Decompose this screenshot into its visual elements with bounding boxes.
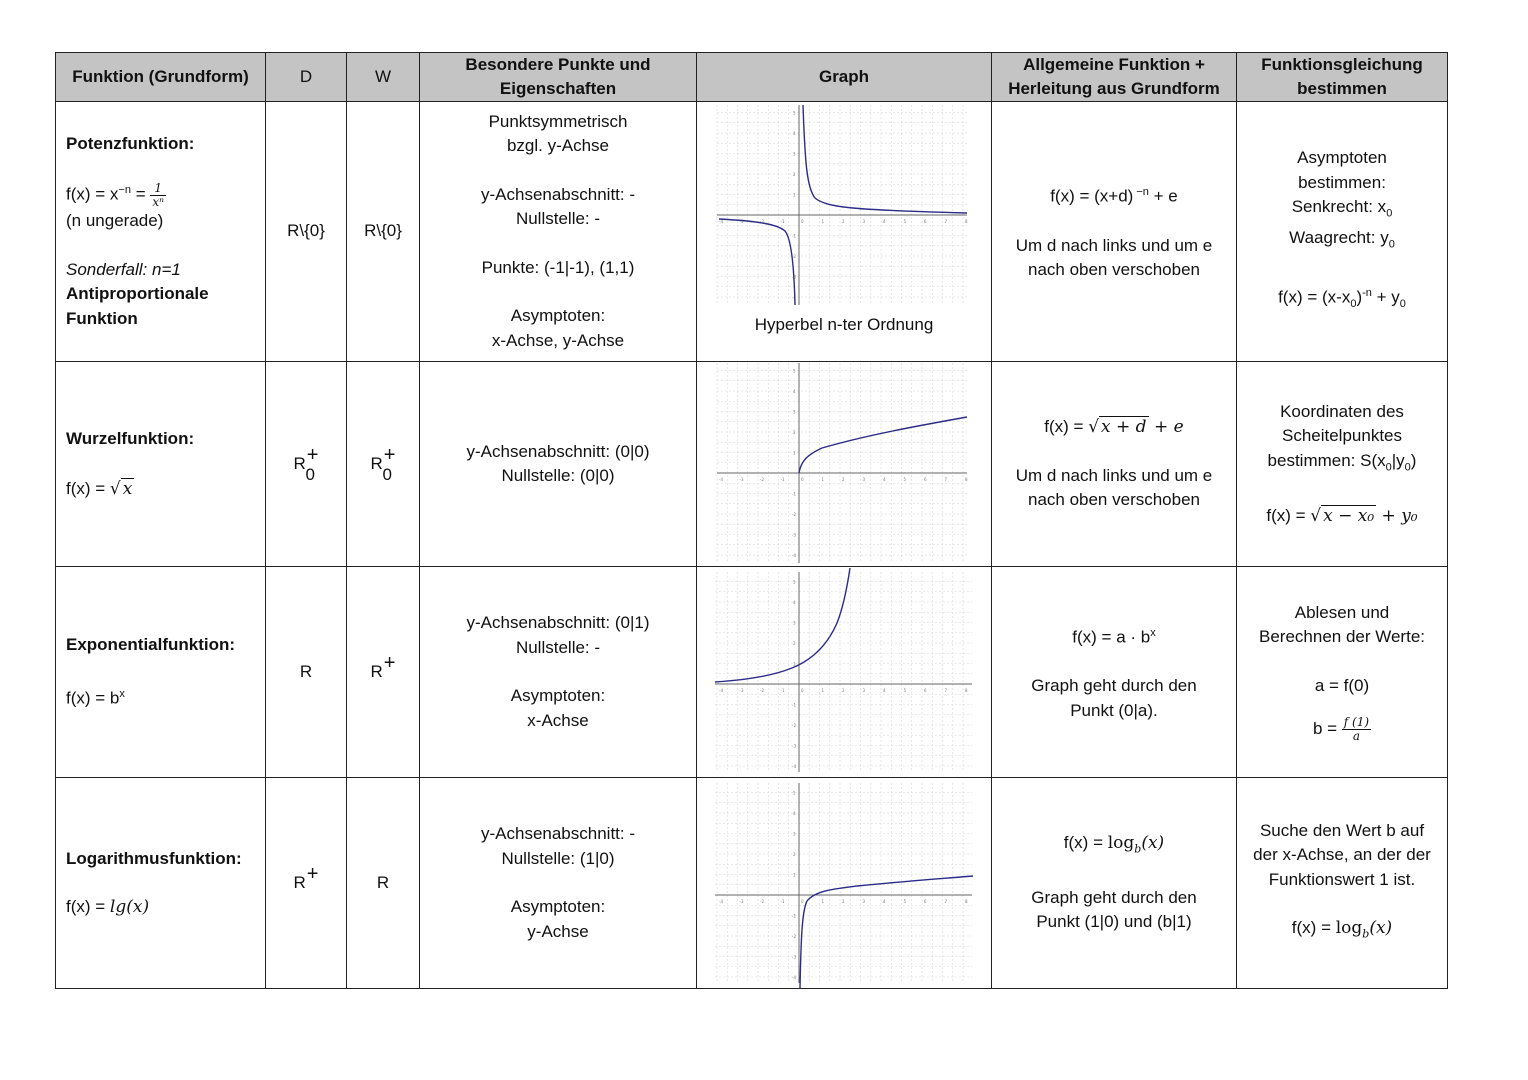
x-tick-label: 2 [842, 476, 845, 482]
determine-formula-sub2: 0 [1399, 298, 1406, 311]
function-cell-logarithmus [56, 778, 266, 989]
y-tick-label: -4 [792, 294, 796, 300]
log-base: b [1134, 842, 1142, 856]
general-cell [992, 778, 1237, 989]
x-tick-label: 1 [821, 218, 825, 224]
points-line: y-Achsenabschnitt: (0|0) [466, 441, 650, 461]
hyperbola-curve-left [719, 219, 795, 305]
determine-formula [1237, 916, 1447, 947]
points-cell [420, 567, 697, 778]
general-formula [992, 415, 1236, 440]
x-tick-label: 5 [903, 898, 907, 904]
vertex-sub2: 0 [1404, 461, 1411, 474]
x-tick-label: 3 [862, 476, 866, 482]
determine-vertical [1237, 195, 1447, 226]
determine-line: Scheitelpunktes [1281, 426, 1403, 446]
functions-table [55, 52, 1448, 989]
x-tick-label: -3 [739, 898, 744, 904]
function-name: Potenzfunktion: [66, 133, 195, 153]
fraction-denominator: a [1352, 729, 1360, 744]
x-tick-label: 3 [862, 898, 866, 904]
function-formula [66, 477, 265, 502]
header-allgemein [992, 53, 1237, 102]
function-formula [66, 895, 265, 920]
set-sub: 0 [305, 465, 315, 485]
function-cell-exponential [56, 567, 266, 778]
set-sup: + [306, 444, 319, 467]
points-line: Asymptoten: [510, 306, 606, 326]
determine-formula-exp: -n [1362, 287, 1372, 300]
y-tick-label: -4 [792, 763, 796, 769]
determine-cell [1237, 362, 1448, 567]
determine-formula-prefix: f(x) = [1291, 918, 1336, 938]
determine-cell [1237, 567, 1448, 778]
determine-formula [1237, 504, 1447, 529]
points-cell [420, 778, 697, 989]
range-set [370, 444, 396, 485]
root-sign: √ [1088, 417, 1100, 438]
points-line: y-Achse [527, 921, 589, 941]
y-tick-label: 1 [793, 450, 796, 455]
root-sign: √ [109, 479, 121, 499]
y-tick-label: 2 [793, 640, 796, 646]
header-row [56, 53, 1448, 102]
x-tick-label: 5 [903, 687, 907, 693]
domain-set [293, 444, 319, 485]
determine-line: Ablesen und [1294, 602, 1390, 622]
fraction-numerator: 1 [150, 182, 166, 196]
x-tick-label: -3 [739, 476, 744, 482]
x-tick-label: 4 [883, 476, 886, 482]
function-name: Wurzelfunktion: [66, 428, 195, 448]
points-line: Nullstelle: (1|0) [501, 848, 615, 868]
vertex-b: |y [1391, 450, 1405, 470]
logarithm-curve [800, 876, 973, 988]
vertex-c: ) [1410, 450, 1417, 470]
points-line: Asymptoten: [510, 897, 606, 916]
vertex-sub1: 0 [1385, 461, 1392, 474]
general-formula-prefix: f(x) = [1044, 417, 1089, 437]
general-text-line: Punkt (0|a). [1070, 700, 1158, 720]
x-tick-label: -1 [780, 898, 785, 904]
formula-exponent: x [119, 687, 125, 700]
points-line: Punktsymmetrisch [488, 111, 628, 131]
range-cell: R [347, 778, 420, 989]
x-tick-label: 7 [944, 476, 948, 482]
root-curve [799, 417, 967, 473]
points-line: x-Achse [527, 710, 589, 730]
header-funktion: Funktion (Grundform) [56, 53, 266, 102]
domain-cell [266, 778, 347, 989]
y-tick-label: 5 [793, 110, 796, 115]
function-cell-potenz [56, 102, 266, 362]
determine-line: Suche den Wert b auf [1259, 820, 1425, 840]
y-tick-label: -3 [792, 743, 796, 748]
y-tick-label: 3 [793, 409, 796, 414]
set-letter: R [370, 454, 383, 474]
header-punkte [420, 53, 697, 102]
graph-logarithm [697, 779, 991, 988]
determine-horizontal [1237, 226, 1447, 257]
range-set [370, 652, 396, 685]
special-case: Sonderfall: n=1 [66, 259, 181, 279]
x-tick-label: 4 [883, 218, 886, 224]
formula-math: lg(x) [109, 897, 150, 917]
determine-line: Asymptoten [1297, 148, 1387, 168]
y-tick-label: -3 [792, 274, 796, 279]
x-tick-label: 4 [883, 687, 886, 693]
y-tick-label: 3 [793, 151, 796, 156]
x-tick-label: -2 [760, 687, 764, 693]
general-text-line: Um d nach links und um e [1015, 465, 1213, 485]
general-cell [992, 362, 1237, 567]
y-tick-label: -3 [792, 532, 796, 537]
y-tick-label: -4 [792, 974, 796, 980]
set-sub: 0 [382, 465, 392, 485]
root-sign: √ [1310, 505, 1322, 526]
x-tick-label: -4 [719, 218, 723, 224]
x-tick-label: 8 [965, 218, 968, 224]
vertex-a: bestimmen: S(x [1267, 450, 1386, 470]
general-text-line: nach oben verschoben [1027, 490, 1201, 510]
determine-formula-prefix: f(x) = [1266, 505, 1311, 525]
log-arg: (x) [1369, 918, 1393, 939]
function-formula [66, 682, 265, 711]
determine-vertical-sub: 0 [1386, 207, 1393, 220]
graph-cell-wurzel [697, 362, 992, 567]
header-d: D [266, 53, 347, 102]
determine-a: a = f(0) [1314, 675, 1370, 695]
x-tick-label: 5 [903, 218, 907, 224]
set-letter: R [370, 662, 383, 682]
header-gleichung [1237, 53, 1448, 102]
y-tick-label: 5 [793, 579, 796, 584]
formula-eq: = [130, 185, 151, 205]
graph-exponential [697, 568, 991, 777]
points-line: Nullstelle: (0|0) [501, 466, 615, 485]
y-tick-label: -2 [792, 933, 796, 939]
y-tick-label: 2 [793, 171, 796, 177]
determine-formula-a: f(x) = (x-x [1278, 287, 1351, 307]
points-cell [420, 362, 697, 567]
set-sup: + [306, 863, 319, 886]
x-tick-label: 8 [965, 898, 968, 904]
x-tick-label: 4 [883, 898, 886, 904]
determine-formula-suffix: + y₀ [1376, 505, 1418, 526]
general-cell [992, 567, 1237, 778]
determine-vertex [1237, 449, 1447, 480]
log-word: log [1107, 833, 1135, 854]
function-cell-wurzel [56, 362, 266, 567]
y-tick-label: 3 [793, 620, 796, 625]
function-name: Logarithmusfunktion: [66, 848, 242, 868]
log-word: log [1335, 918, 1363, 939]
determine-horizontal-sub: 0 [1388, 238, 1395, 251]
function-note: (n ungerade) [66, 211, 164, 231]
x-tick-label: 6 [924, 898, 927, 904]
determine-line: Berechnen der Werte: [1259, 627, 1425, 647]
header-punkte-line1: Besondere Punkte und [465, 55, 651, 74]
fraction-denominator: xⁿ [152, 195, 164, 210]
x-tick-label: 8 [965, 687, 968, 693]
general-text-line: Um d nach links und um e [1015, 235, 1213, 255]
x-tick-label: -4 [719, 687, 723, 693]
general-formula-prefix: f(x) = a · b [1072, 627, 1151, 647]
y-tick-label: -1 [792, 913, 796, 918]
log-arg: (x) [1141, 833, 1165, 854]
graph-caption: Hyperbel n-ter Ordnung [754, 314, 934, 334]
x-tick-label: -3 [739, 687, 744, 693]
x-tick-label: 2 [842, 218, 845, 224]
x-tick-label: -1 [780, 687, 785, 693]
x-tick-label: -4 [719, 898, 723, 904]
header-w: W [347, 53, 420, 102]
points-line: Punkte: (-1|-1), (1,1) [481, 257, 635, 277]
general-text-line: Graph geht durch den [1031, 676, 1197, 696]
domain-set [293, 863, 319, 896]
general-formula-exp: −n [1133, 186, 1149, 199]
x-tick-label: 3 [862, 218, 866, 224]
points-cell [420, 102, 697, 362]
points-line: Asymptoten: [510, 686, 606, 705]
y-tick-label: 1 [793, 192, 796, 197]
header-punkte-line2: Eigenschaften [499, 79, 617, 98]
function-formula [66, 178, 265, 209]
y-tick-label: 2 [793, 851, 796, 857]
range-cell: R\{0} [347, 102, 420, 362]
x-tick-label: 1 [821, 898, 825, 904]
y-tick-label: 2 [793, 429, 796, 435]
x-tick-label: 3 [862, 687, 866, 693]
y-tick-label: -3 [792, 954, 796, 959]
formula-fraction [150, 182, 166, 209]
x-tick-label: -1 [780, 476, 785, 482]
points-line: Nullstelle: - [515, 209, 601, 229]
x-tick-label: -2 [760, 898, 764, 904]
set-letter: R [293, 873, 306, 893]
x-tick-label: 1 [821, 687, 825, 693]
determine-cell [1237, 102, 1448, 362]
x-tick-label: 0 [801, 687, 804, 693]
x-tick-label: 1 [821, 476, 825, 482]
points-line: y-Achsenabschnitt: - [480, 184, 635, 204]
x-tick-label: 6 [924, 687, 927, 693]
x-tick-label: 0 [801, 476, 804, 482]
x-tick-label: 7 [944, 218, 948, 224]
determine-b [1237, 716, 1447, 743]
determine-cell [1237, 778, 1448, 989]
set-sup: + [383, 652, 396, 675]
x-tick-label: -4 [719, 476, 723, 482]
determine-formula-b: ) [1356, 287, 1363, 307]
domain-cell [266, 362, 347, 567]
determine-formula [1237, 281, 1447, 317]
fraction-numerator: f (1) [1343, 715, 1370, 730]
x-tick-label: 5 [903, 476, 907, 482]
y-tick-label: 1 [793, 872, 796, 877]
x-tick-label: 2 [842, 687, 845, 693]
root-radicand: x − x₀ [1323, 505, 1375, 526]
y-tick-label: 4 [793, 130, 796, 136]
x-tick-label: 2 [842, 898, 845, 904]
general-formula-exp: x [1150, 626, 1156, 639]
header-gleichung-line1: Funktionsgleichung [1261, 55, 1423, 74]
domain-cell: R\{0} [266, 102, 347, 362]
general-formula [992, 180, 1236, 209]
points-line: y-Achsenabschnitt: (0|1) [466, 613, 650, 632]
determine-horizontal-label: Waagrecht: y [1289, 228, 1389, 248]
x-tick-label: -1 [780, 218, 785, 224]
y-tick-label: -1 [792, 702, 796, 707]
determine-line: bestimmen: [1298, 172, 1386, 192]
formula-prefix: f(x) = b [66, 688, 120, 708]
general-cell [992, 102, 1237, 362]
table-row-potenz [56, 102, 1448, 362]
determine-line: Funktionswert 1 ist. [1268, 869, 1416, 889]
formula-prefix: f(x) = [66, 897, 110, 916]
x-tick-label: 6 [924, 476, 927, 482]
x-tick-label: 6 [924, 218, 927, 224]
x-tick-label: 7 [944, 898, 948, 904]
general-text-line: Punkt (1|0) und (b|1) [1036, 912, 1192, 932]
graph-cell-logarithmus [697, 778, 992, 989]
header-gleichung-line2: bestimmen [1297, 79, 1387, 98]
y-tick-label: -1 [792, 491, 796, 496]
x-tick-label: -2 [760, 476, 764, 482]
points-line: y-Achsenabschnitt: - [480, 824, 635, 843]
root-radicand: x + d [1101, 417, 1147, 438]
general-formula-suffix: + e [1148, 187, 1178, 207]
y-tick-label: -1 [792, 233, 796, 238]
formula-prefix: f(x) = [66, 479, 110, 498]
table-row-logarithmus [56, 778, 1448, 989]
y-tick-label: 5 [793, 790, 796, 795]
general-formula-prefix: f(x) = (x+d) [1050, 187, 1134, 207]
x-tick-label: -3 [739, 218, 744, 224]
log-base: b [1362, 927, 1370, 941]
root-radicand: x [122, 479, 133, 499]
y-tick-label: 4 [793, 388, 796, 394]
x-tick-label: 7 [944, 687, 948, 693]
determine-formula-c: + y [1371, 287, 1400, 307]
domain-cell: R [266, 567, 347, 778]
graph-cell-potenz [697, 102, 992, 362]
y-tick-label: 3 [793, 831, 796, 836]
general-formula-suffix: + e [1148, 417, 1184, 438]
points-line: Nullstelle: - [515, 637, 601, 657]
special-name-2: Funktion [66, 308, 138, 328]
y-tick-label: -4 [792, 552, 796, 558]
x-tick-label: -2 [760, 218, 764, 224]
y-tick-label: 1 [793, 661, 796, 666]
y-tick-label: -2 [792, 511, 796, 517]
x-tick-label: 8 [965, 476, 968, 482]
general-formula [992, 831, 1236, 862]
x-tick-label: 0 [801, 898, 804, 904]
special-name-1: Antiproportionale [66, 284, 209, 304]
header-allgemein-line2: Herleitung aus Grundform [1008, 79, 1220, 98]
set-sup: + [383, 444, 396, 467]
general-text-line: nach oben verschoben [1027, 260, 1201, 280]
determine-b-prefix: b = [1312, 719, 1342, 739]
header-graph: Graph [697, 53, 992, 102]
y-tick-label: 5 [793, 368, 796, 373]
range-cell [347, 362, 420, 567]
function-name: Exponentialfunktion: [66, 635, 236, 655]
y-tick-label: 4 [793, 599, 796, 605]
graph-cell-exponential [697, 567, 992, 778]
x-tick-label: 0 [801, 218, 804, 224]
range-cell [347, 567, 420, 778]
general-formula-prefix: f(x) = [1063, 833, 1108, 853]
determine-line: der x-Achse, an der der [1253, 845, 1431, 865]
general-formula [992, 621, 1236, 650]
header-allgemein-line1: Allgemeine Funktion + [1023, 55, 1205, 74]
determine-line: Koordinaten des [1280, 401, 1404, 421]
y-tick-label: -2 [792, 722, 796, 728]
points-line: bzgl. y-Achse [506, 136, 610, 156]
formula-prefix: f(x) = x [66, 185, 119, 205]
determine-b-fraction [1342, 716, 1371, 743]
table-row-wurzel [56, 362, 1448, 567]
set-letter: R [293, 454, 306, 474]
determine-formula-sub1: 0 [1350, 298, 1357, 311]
table-row-exponential [56, 567, 1448, 778]
determine-vertical-label: Senkrecht: x [1291, 197, 1387, 217]
formula-exponent: −n [118, 184, 131, 197]
graph-root [697, 363, 991, 566]
points-line: x-Achse, y-Achse [491, 330, 625, 350]
general-text-line: Graph geht durch den [1031, 887, 1197, 907]
y-tick-label: -2 [792, 253, 796, 259]
y-tick-label: 4 [793, 810, 796, 816]
